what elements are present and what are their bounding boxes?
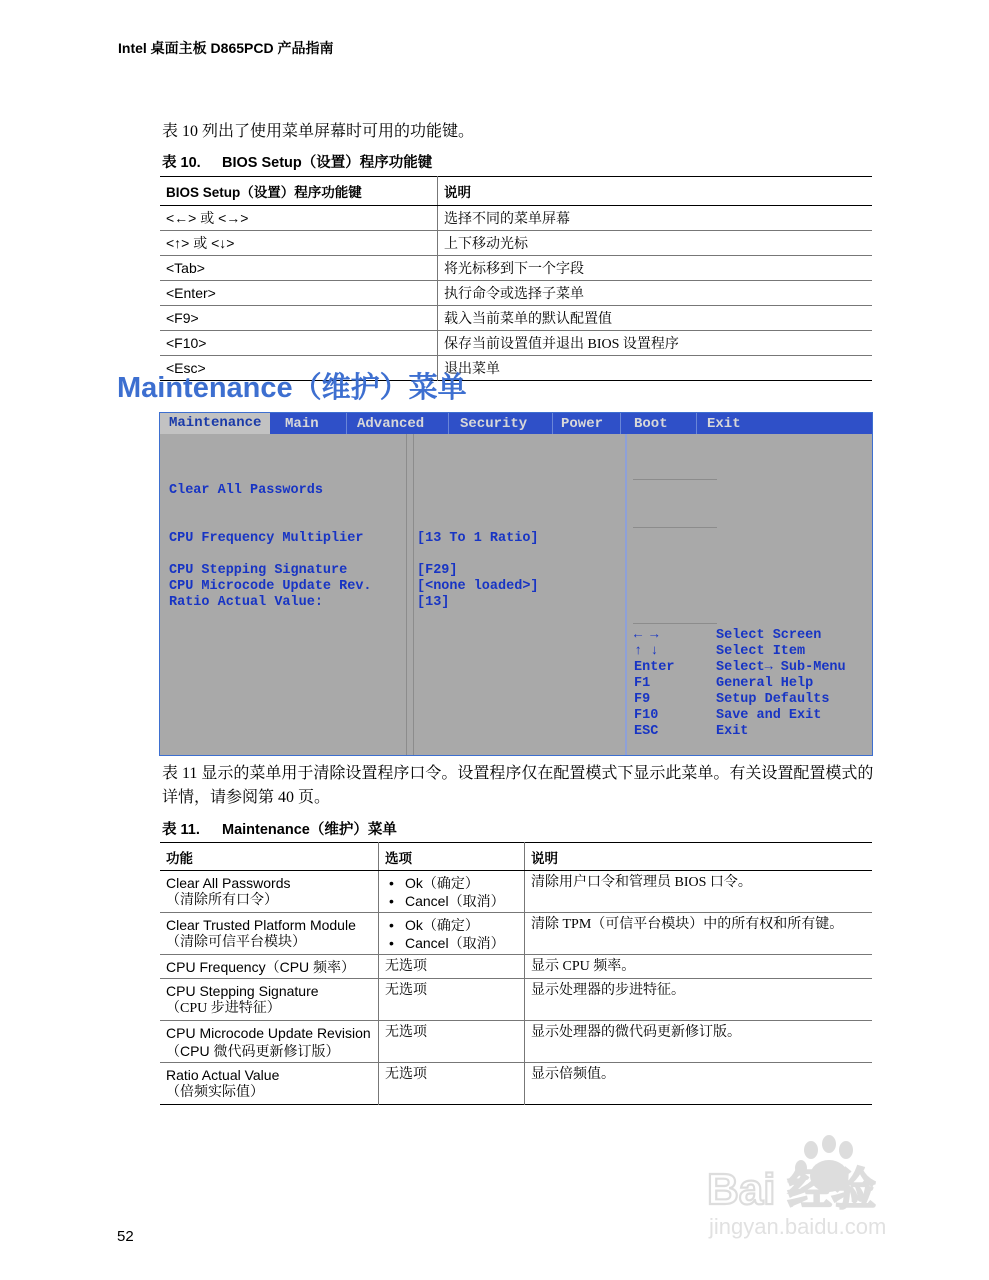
maintenance-menu-table — [160, 842, 872, 1105]
option-item — [385, 892, 518, 910]
key-cell: <Tab> — [160, 256, 438, 281]
table-row — [160, 913, 872, 955]
key-cell: <←> 或 <→> — [160, 206, 438, 231]
table-header-row — [160, 843, 872, 871]
table-row — [160, 331, 872, 356]
bios-tab-maintenance[interactable]: Maintenance — [160, 413, 270, 434]
bios-tab-main[interactable]: Main — [285, 416, 319, 432]
help-key: F10 — [634, 708, 659, 723]
bios-item-label: CPU Stepping Signature — [169, 563, 348, 578]
column-divider — [413, 434, 414, 755]
table-row — [160, 306, 872, 331]
help-description: Setup Defaults — [716, 692, 830, 707]
description-cell: 退出菜单 — [438, 356, 873, 381]
bios-item-value: [<none loaded>] — [417, 579, 539, 594]
table-row — [160, 1021, 872, 1063]
feature-name: Clear Trusted Platform Module — [166, 917, 356, 933]
bios-tab-boot[interactable]: Boot — [634, 416, 668, 432]
table-header-row — [160, 177, 872, 206]
feature-translation: （倍频实际值） — [166, 1085, 264, 1100]
description-cell: 执行命令或选择子菜单 — [438, 281, 873, 306]
table-row — [160, 979, 872, 1021]
bios-menu-bar — [160, 413, 872, 434]
description-cell: 将光标移到下一个字段 — [438, 256, 873, 281]
watermark-brand: Bai 经验 — [707, 1165, 876, 1214]
bios-item-value[interactable]: [13 To 1 Ratio] — [417, 531, 539, 546]
description-cell: 显示倍频值。 — [525, 1063, 873, 1105]
option-label: Ok（确定） — [405, 917, 479, 933]
paw-logo-icon — [703, 1134, 931, 1244]
menu-divider — [552, 413, 553, 434]
table11-caption-number: 表 11. — [162, 822, 200, 838]
help-key: ESC — [634, 724, 659, 739]
help-description: Select Screen — [716, 628, 822, 643]
feature-name: Clear All Passwords — [166, 875, 291, 891]
running-header: Intel 桌面主板 D865PCD 产品指南 — [118, 40, 334, 56]
help-description: Select Item — [716, 644, 806, 659]
bios-tab-power[interactable]: Power — [561, 416, 604, 432]
section-heading: Maintenance（维护）菜单 — [117, 372, 467, 404]
help-panel-divider — [625, 434, 627, 755]
description-cell: 选择不同的菜单屏幕 — [438, 206, 873, 231]
help-description: Exit — [716, 724, 749, 739]
menu-divider — [696, 413, 697, 434]
help-description: Select→ Sub-Menu — [716, 660, 846, 675]
option-item — [385, 934, 518, 952]
option-label: Cancel（取消） — [405, 893, 505, 909]
menu-divider — [346, 413, 347, 434]
option-item — [385, 874, 518, 892]
help-key: ← → — [634, 628, 659, 643]
help-description: Save and Exit — [716, 708, 822, 723]
feature-name: CPU Frequency（CPU 频率） — [166, 959, 356, 975]
bios-item-label: CPU Microcode Update Rev. — [169, 579, 372, 594]
key-cell: <Esc> — [160, 356, 438, 381]
key-cell: <Enter> — [160, 281, 438, 306]
key-cell: <F9> — [160, 306, 438, 331]
menu-divider — [620, 413, 621, 434]
help-description: General Help — [716, 676, 814, 691]
table-header-cell: 说明 — [438, 177, 873, 206]
options-cell: 无选项 — [379, 955, 525, 979]
bios-item-value: [13] — [417, 595, 450, 610]
table11-caption-title: Maintenance（维护）菜单 — [222, 822, 397, 838]
bullet-icon: • — [389, 875, 394, 891]
options-cell: 无选项 — [379, 1063, 525, 1105]
menu-divider — [448, 413, 449, 434]
description-cell: 显示 CPU 频率。 — [525, 955, 873, 979]
feature-translation: （清除所有口令） — [166, 893, 278, 908]
table-row — [160, 1063, 872, 1105]
bios-item-value: [F29] — [417, 563, 458, 578]
column-divider — [406, 434, 407, 755]
description-cell: 清除 TPM（可信平台模块）中的所有权和所有键。 — [525, 913, 873, 955]
description-cell: 清除用户口令和管理员 BIOS 口令。 — [525, 871, 873, 913]
bullet-icon: • — [389, 917, 394, 933]
description-cell: 上下移动光标 — [438, 231, 873, 256]
option-label: Cancel（取消） — [405, 935, 505, 951]
table10-caption-number: 表 10. — [162, 155, 201, 171]
option-item — [385, 916, 518, 934]
bullet-icon: • — [389, 893, 394, 909]
feature-translation: （CPU 步进特征） — [166, 1001, 281, 1016]
table-header-cell: 说明 — [525, 843, 873, 871]
help-key: Enter — [634, 660, 675, 675]
key-cell: <F10> — [160, 331, 438, 356]
feature-cell — [160, 979, 379, 1021]
function-keys-table — [160, 176, 872, 381]
bios-tab-advanced[interactable]: Advanced — [357, 416, 425, 432]
feature-cell — [160, 913, 379, 955]
description-cell: 显示处理器的微代码更新修订版。 — [525, 1021, 873, 1063]
help-key: F1 — [634, 676, 651, 691]
table10-caption — [162, 151, 432, 172]
options-cell — [379, 913, 525, 955]
options-cell: 无选项 — [379, 1021, 525, 1063]
help-key: ↑ ↓ — [634, 644, 659, 659]
key-cell: <↑> 或 <↓> — [160, 231, 438, 256]
bios-maintenance-screen — [159, 412, 873, 756]
feature-cell — [160, 955, 379, 979]
bios-item-clear-all-passwords[interactable]: Clear All Passwords — [169, 483, 323, 498]
watermark-url: jingyan.baidu.com — [709, 1214, 887, 1239]
description-cell: 保存当前设置值并退出 BIOS 设置程序 — [438, 331, 873, 356]
table-header-cell: 功能 — [160, 843, 379, 871]
table-header-cell: 选项 — [379, 843, 525, 871]
table-row — [160, 206, 872, 231]
help-key: F9 — [634, 692, 651, 707]
baidu-jingyan-watermark — [703, 1134, 931, 1244]
table-row — [160, 231, 872, 256]
help-divider — [633, 527, 717, 528]
options-cell: 无选项 — [379, 979, 525, 1021]
feature-name: CPU Stepping Signature — [166, 983, 319, 999]
intro-paragraph-table11: 表 11 显示的菜单用于清除设置程序口令。设置程序仅在配置模式下显示此菜单。有关设置配置模式的详情，请参阅第 40 页。 — [162, 765, 874, 806]
page-number: 52 — [117, 1228, 134, 1245]
intro-paragraph-table10: 表 10 列出了使用菜单屏幕时可用的功能键。 — [162, 123, 475, 140]
bios-item-label[interactable]: CPU Frequency Multiplier — [169, 531, 364, 546]
table-header-cell: BIOS Setup（设置）程序功能键 — [160, 177, 438, 206]
option-label: Ok（确定） — [405, 875, 479, 891]
bullet-icon: • — [389, 935, 394, 951]
bios-tab-exit[interactable]: Exit — [707, 416, 741, 432]
options-cell — [379, 871, 525, 913]
description-cell: 显示处理器的步进特征。 — [525, 979, 873, 1021]
feature-cell — [160, 1021, 379, 1063]
feature-translation: （清除可信平台模块） — [166, 935, 306, 950]
table-row — [160, 955, 872, 979]
feature-cell — [160, 871, 379, 913]
table-row — [160, 281, 872, 306]
feature-name: Ratio Actual Value — [166, 1067, 280, 1083]
table-row — [160, 871, 872, 913]
help-divider — [633, 479, 717, 480]
table11-caption — [162, 818, 397, 839]
table-row — [160, 256, 872, 281]
help-divider — [633, 623, 717, 624]
bios-item-label: Ratio Actual Value: — [169, 595, 323, 610]
feature-cell — [160, 1063, 379, 1105]
table10-caption-title: BIOS Setup（设置）程序功能键 — [222, 155, 433, 171]
bios-tab-security[interactable]: Security — [460, 416, 528, 432]
feature-name: CPU Microcode Update Revision（CPU 微代码更新修订版） — [166, 1025, 371, 1059]
description-cell: 载入当前菜单的默认配置值 — [438, 306, 873, 331]
